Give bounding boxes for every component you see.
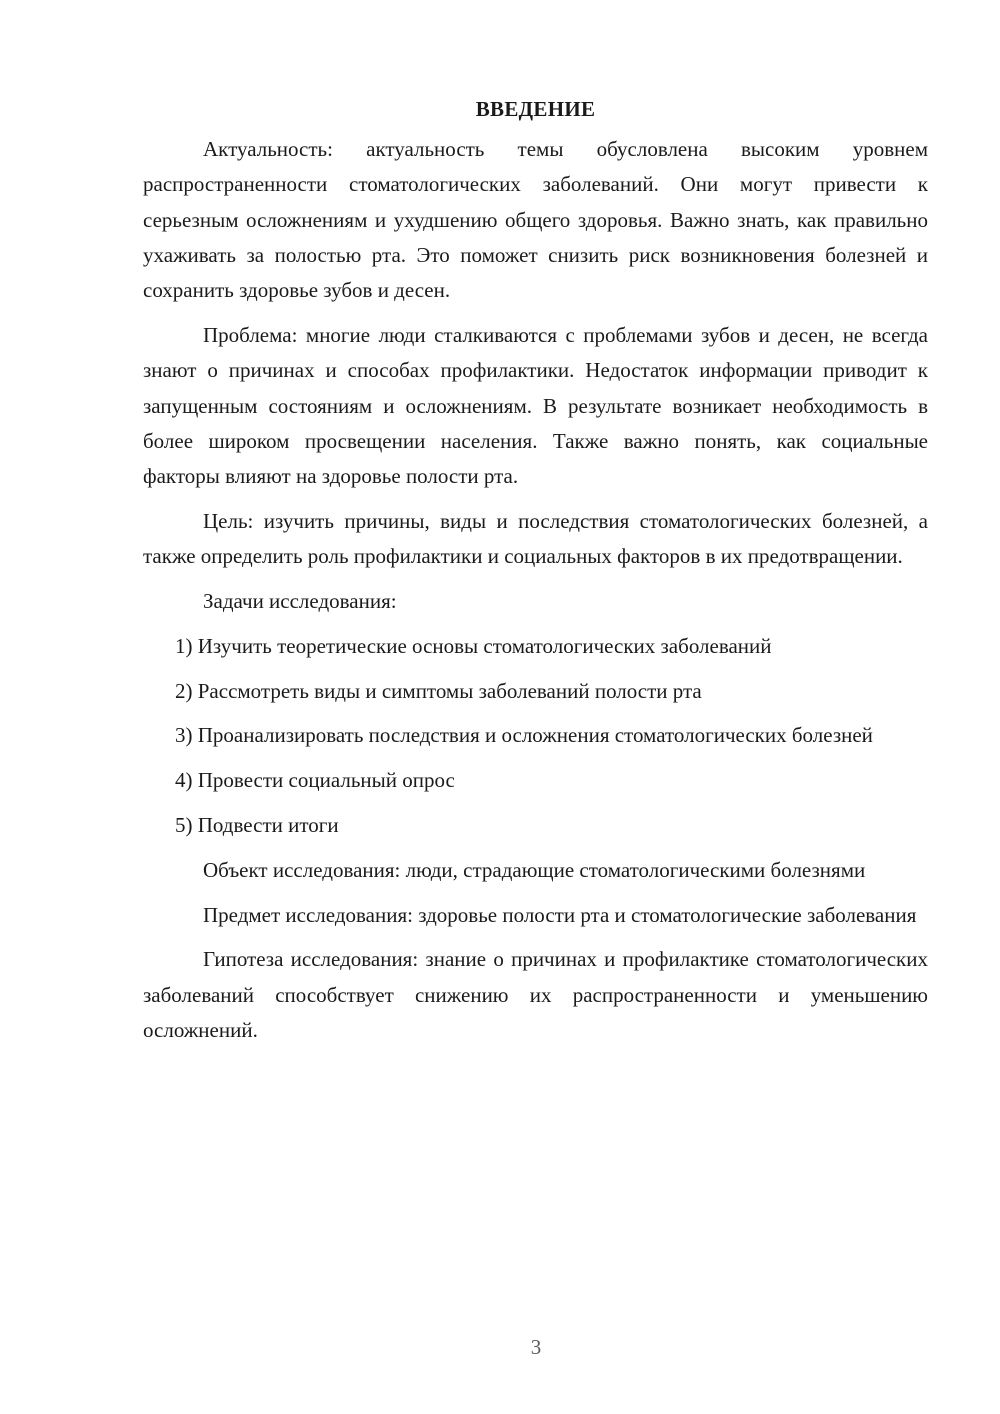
paragraph-problem: Проблема: многие люди сталкиваются с проблемами зубов и десен, не всегда знают о причинах и способах профилактики. Недостаток информации приводит к запущенным состояниям и осложнениям. В результате возникает необходимость в более широком просвещении населения. Также важно понять, как социальные факторы влияют на здоровье полости рта. bbox=[143, 322, 928, 489]
paragraph-tasks-heading: Задачи исследования: bbox=[203, 589, 397, 614]
document-page bbox=[143, 92, 928, 1058]
task-item-1: 1) Изучить теоретические основы стоматологических заболеваний bbox=[175, 633, 772, 658]
paragraph-subject: Предмет исследования: здоровье полости рта и стоматологические заболевания bbox=[203, 902, 917, 927]
paragraph-hypothesis: Гипотеза исследования: знание о причинах и профилактике стоматологических заболеваний способствует снижению их распространенности и уменьшению осложнений. bbox=[143, 947, 928, 1043]
page-number: 3 bbox=[530, 1335, 542, 1359]
task-item-3: 3) Проанализировать последствия и осложнения стоматологических болезней bbox=[175, 723, 873, 748]
task-item-4: 4) Провести социальный опрос bbox=[175, 768, 455, 793]
paragraph-goal: Цель: изучить причины, виды и последствия стоматологических болезней, а также определить роль профилактики и социальных факторов в их предотвращении. bbox=[143, 508, 928, 569]
section-title: ВВЕДЕНИЕ bbox=[475, 97, 596, 121]
paragraph-relevance: Актуальность: актуальность темы обусловлена высоким уровнем распространенности стоматологических заболеваний. Они могут привести к серьезным осложнениям и ухудшению общего здоровья. Важно знать, как правильно ухаживать за полостью рта. Это поможет снизить риск возникновения болезней и сохранить здоровье зубов и десен. bbox=[143, 137, 928, 303]
paragraph-object: Объект исследования: люди, страдающие стоматологическими болезнями bbox=[203, 857, 866, 882]
task-item-5: 5) Подвести итоги bbox=[175, 813, 339, 838]
task-item-2: 2) Рассмотреть виды и симптомы заболеваний полости рта bbox=[175, 678, 702, 703]
